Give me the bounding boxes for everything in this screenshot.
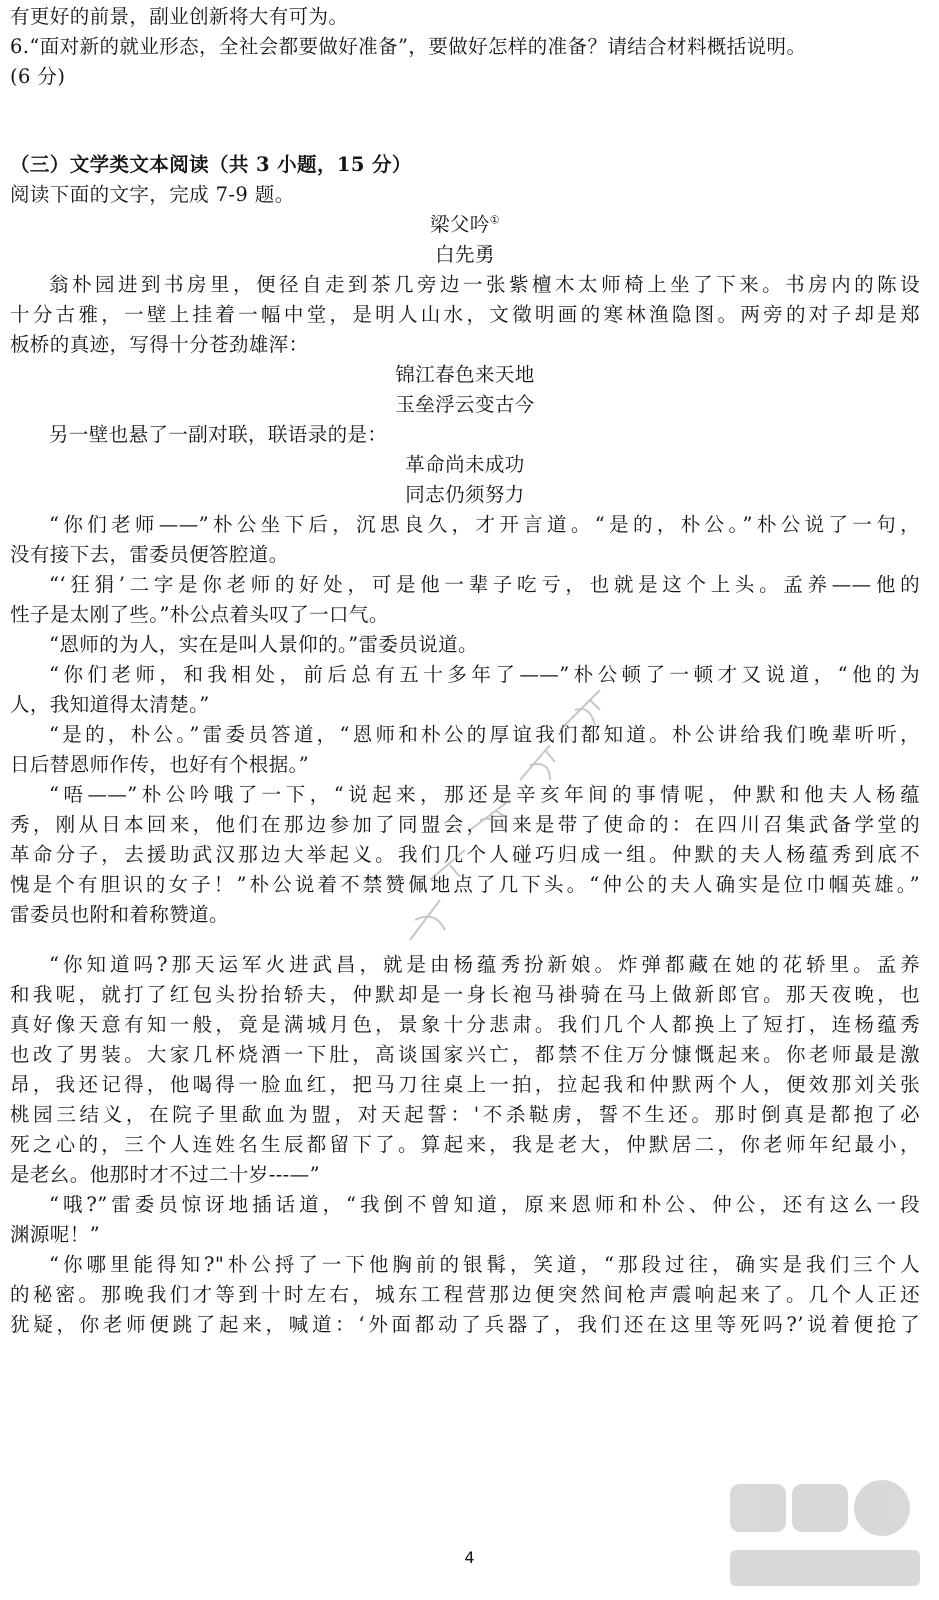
text-line-content: 革命分子，去援助武汉那边大举起义。我们几个人碰巧归成一组。仲默的夫人杨蕴秀到底不 — [10, 843, 920, 866]
text-line — [10, 600, 920, 630]
text-line-content: “你哪里能得知?"朴公捋了一下他胸前的银髯，笑道，“那段过往，确实是我们三个人 — [49, 1253, 920, 1276]
text-line-content: 死之心的，三个人连姓名生辰都留下了。算起来，我是老大，仲默居二，你老师年纪最小， — [10, 1133, 920, 1156]
text-line-content: 是老幺。他那时才不过二十岁---—” — [10, 1163, 320, 1186]
text-line-content: 犹疑，你老师便跳了起来，喊道：‘外面都动了兵器了，我们还在这里等死吗?’说着便抢了 — [10, 1313, 920, 1336]
text-line-content: 另一壁也悬了一副对联，联语录的是： — [49, 423, 388, 446]
text-line — [10, 510, 920, 540]
text-line — [10, 210, 920, 240]
text-line — [10, 750, 920, 780]
text-line — [10, 360, 920, 390]
text-line-content: 玉垒浮云变古今 — [395, 393, 535, 416]
text-line — [10, 1010, 920, 1040]
text-line — [10, 1130, 920, 1160]
text-line-content: 没有接下去，雷委员便答腔道。 — [10, 543, 289, 566]
text-line-content: 白先勇 — [435, 243, 495, 266]
text-line — [10, 1220, 920, 1250]
text-line-content: 6.“面对新的就业形态，全社会都要做好准备”，要做好怎样的准备？请结合材料概括说明。 — [10, 35, 807, 58]
text-line — [10, 390, 920, 420]
footnote-marker: ① — [489, 213, 500, 227]
text-line — [10, 420, 920, 450]
text-line-content: 十分古雅，一壁上挂着一幅中堂，是明人山水，文徵明画的寒林渔隐图。两旁的对子却是郑 — [10, 303, 920, 326]
text-line-content: 真好像天意有知一般，竟是满城月色，景象十分悲肃。我们几个人都换上了短打，连杨蕴秀 — [10, 1013, 920, 1036]
text-line — [10, 240, 920, 270]
text-line — [10, 480, 920, 510]
text-line — [10, 660, 920, 690]
text-line-content: “唔——”朴公吟哦了一下，“说起来，那还是辛亥年间的事情呢，仲默和他夫人杨蕴 — [49, 783, 920, 806]
text-line-content: 人，我知道得太清楚。” — [10, 693, 210, 716]
text-line — [10, 62, 920, 92]
text-line — [10, 2, 920, 32]
text-line — [10, 1280, 920, 1310]
text-line — [10, 1190, 920, 1220]
text-line — [10, 300, 920, 330]
text-line — [10, 150, 920, 180]
text-line — [10, 870, 920, 900]
text-line — [10, 980, 920, 1010]
text-line — [10, 900, 920, 930]
text-line-content: “你们老师，和我相处，前后总有五十多年了——”朴公顿了一顿才又说道，“他的为 — [49, 663, 920, 686]
spacer — [10, 92, 920, 150]
text-line — [10, 1040, 920, 1070]
text-line — [10, 540, 920, 570]
text-line-content: 渊源呢！” — [10, 1223, 100, 1246]
text-line — [10, 1100, 920, 1130]
text-line-content: “恩师的为人，实在是叫人景仰的。”雷委员说道。 — [49, 633, 478, 656]
text-line — [10, 270, 920, 300]
text-line-content: 雷委员也附和着称赞道。 — [10, 903, 229, 926]
text-line — [10, 810, 920, 840]
text-line — [10, 690, 920, 720]
text-line-content: 阅读下面的文字，完成 7-9 题。 — [10, 183, 295, 206]
text-line-content: 和我呢，就打了红包头扮抬轿夫，仲默却是一身长袍马褂骑在马上做新郎官。那天夜晚，也 — [10, 983, 920, 1006]
text-line-content: “你知道吗?那天运军火进武昌，就是由杨蕴秀扮新娘。炸弹都藏在她的花轿里。孟养 — [49, 953, 920, 976]
text-line — [10, 630, 920, 660]
text-line-content: 昂，我还记得，他喝得一脸血红，把马刀往桌上一拍，拉起我和仲默两个人，便效那刘关张 — [10, 1073, 920, 1096]
text-line — [10, 1250, 920, 1280]
text-line — [10, 1160, 920, 1190]
text-line-content: 日后替恩师作传，也好有个根据。” — [10, 753, 310, 776]
text-line-content: (6 分) — [10, 65, 66, 88]
text-line — [10, 720, 920, 750]
text-line-content: 也改了男装。大家几杯烧酒一下肚，高谈国家兴亡，都禁不住万分慷慨起来。你老师最是激 — [10, 1043, 920, 1066]
text-line — [10, 450, 920, 480]
text-line-content: 梁父吟 — [430, 213, 490, 236]
text-line — [10, 330, 920, 360]
document-body — [10, 2, 920, 1340]
text-line-content: 桃园三结义，在院子里歃血为盟，对天起誓：'不杀鞑虏，誓不生还。那时倒真是都抱了必 — [10, 1103, 920, 1126]
text-line — [10, 32, 920, 62]
text-line — [10, 780, 920, 810]
text-line-content: “哦?”雷委员惊讶地插话道，“我倒不曾知道，原来恩师和朴公、仲公，还有这么一段 — [49, 1193, 920, 1216]
text-line-content: 翁朴园进到书房里，便径自走到茶几旁边一张紫檀木太师椅上坐了下来。书房内的陈设 — [49, 273, 920, 296]
text-line-content: “是的，朴公。”雷委员答道，“恩师和朴公的厚谊我们都知道。朴公讲给我们晚辈听听， — [49, 723, 920, 746]
text-line-content: 锦江春色来天地 — [395, 363, 535, 386]
text-line-content: 的秘密。那晚我们才等到十时左右，城东工程营那边便突然间枪声震响起来了。几个人正还 — [10, 1283, 920, 1306]
text-line — [10, 950, 920, 980]
text-line-content: （三）文学类文本阅读（共 3 小题，15 分） — [10, 153, 412, 176]
text-line — [10, 1310, 920, 1340]
text-line — [10, 1070, 920, 1100]
page-number: 4 — [464, 1548, 475, 1567]
text-line-content: “‘狂狷’二字是你老师的好处，可是他一辈子吃亏，也就是这个上头。孟养——他的 — [49, 573, 920, 596]
text-line — [10, 570, 920, 600]
text-line — [10, 180, 920, 210]
text-line-content: 革命尚未成功 — [405, 453, 525, 476]
text-line-content: 愧是个有胆识的女子！”朴公说着不禁赞佩地点了几下头。“仲公的夫人确实是位巾帼英雄。” — [10, 873, 920, 896]
text-line-content: 板桥的真迹，写得十分苍劲雄浑： — [10, 333, 309, 356]
site-logo — [722, 1470, 927, 1595]
text-line-content: 有更好的前景，副业创新将大有可为。 — [10, 5, 349, 28]
text-line-content: 同志仍须努力 — [405, 483, 525, 506]
spacer — [10, 930, 920, 950]
text-line — [10, 840, 920, 870]
text-line-content: 秀，刚从日本回来，他们在那边参加了同盟会，回来是带了使命的：在四川召集武备学堂的 — [10, 813, 920, 836]
text-line-content: “你们老师——”朴公坐下后，沉思良久，才开言道。“是的，朴公。”朴公说了一句， — [49, 513, 920, 536]
text-line-content: 性子是太刚了些。”朴公点着头叹了一口气。 — [10, 603, 389, 626]
